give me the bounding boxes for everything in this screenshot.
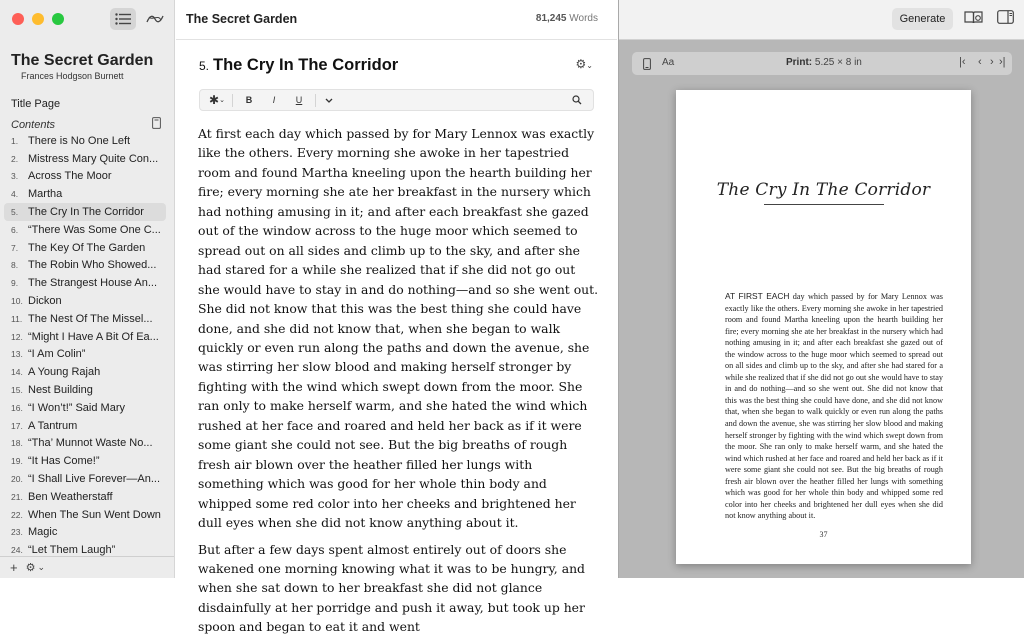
chapter-item-title: When The Sun Went Down bbox=[28, 508, 161, 521]
chapter-item-title: Across The Moor bbox=[28, 170, 112, 183]
italic-button[interactable]: I bbox=[272, 95, 276, 105]
chapter-item-number: 12. bbox=[11, 331, 23, 342]
list-icon bbox=[115, 13, 131, 25]
chapter-item-number: 4. bbox=[11, 189, 19, 200]
search-icon bbox=[572, 95, 582, 105]
chapter-item-number: 3. bbox=[11, 171, 19, 182]
chapter-item-title: “I Shall Live Forever—An... bbox=[28, 473, 161, 486]
sidebar-chapter-item[interactable] bbox=[4, 239, 166, 257]
paragraph: But after a few days spent almost entirely out of doors she wakened one morning knowing what it was to be hungry, and when she sat down to her breakfast she did not glance disdainfully at her porridge and push it away, but took up her spoon and began to eat it and went bbox=[198, 541, 585, 635]
chapter-item-number: 21. bbox=[11, 491, 23, 502]
chapter-item-title: A Tantrum bbox=[28, 419, 78, 432]
word-count bbox=[536, 13, 598, 24]
sidebar-chapter-item[interactable] bbox=[4, 363, 166, 381]
word-count-value: 81,245 bbox=[535, 13, 567, 24]
chapter-item-number: 24. bbox=[11, 545, 23, 556]
chapter-item-title: “Tha’ Munnot Waste No... bbox=[28, 437, 153, 450]
bold-button[interactable]: B bbox=[245, 95, 253, 105]
sidebar-view-toggle bbox=[110, 8, 168, 30]
preview-header bbox=[619, 0, 1024, 40]
contents-view-button[interactable] bbox=[110, 8, 136, 30]
sidebar-chapter-item[interactable] bbox=[4, 221, 166, 239]
close-window-button[interactable] bbox=[12, 13, 24, 25]
sidebar-chapter-item[interactable] bbox=[4, 488, 166, 506]
search-button[interactable] bbox=[569, 93, 585, 107]
book-author[interactable]: Frances Hodgson Burnett bbox=[21, 71, 124, 81]
chapter-item-number: 6. bbox=[11, 224, 19, 235]
chapter-item-title: Martha bbox=[28, 188, 63, 201]
window-controls bbox=[12, 13, 64, 25]
flourish-icon bbox=[146, 13, 164, 25]
sidebar-chapter-item[interactable] bbox=[4, 328, 166, 346]
minimize-window-button[interactable] bbox=[32, 13, 44, 25]
print-size[interactable] bbox=[786, 57, 862, 68]
chapter-text[interactable] bbox=[198, 124, 600, 644]
chapter-item-title: Dickon bbox=[28, 295, 62, 308]
sidebar-chapter-item[interactable] bbox=[4, 150, 166, 168]
asterisk-icon: ✱ bbox=[209, 93, 220, 107]
print-label: Print: bbox=[786, 57, 813, 68]
sidebar-chapter-item[interactable] bbox=[4, 435, 166, 453]
chapter-item-number: 23. bbox=[11, 527, 23, 538]
chapter-item-number: 5. bbox=[11, 207, 19, 218]
last-page-icon[interactable]: ›| bbox=[999, 56, 1006, 68]
chapter-title: The Cry In The Corridor bbox=[213, 56, 399, 74]
sidebar-chapter-item[interactable] bbox=[4, 399, 166, 417]
chapter-item-number: 10. bbox=[11, 296, 23, 307]
sidebar-chapter-item[interactable] bbox=[4, 132, 166, 150]
editor-header bbox=[176, 0, 617, 40]
chapter-item-number: 18. bbox=[11, 438, 23, 449]
chapter-list bbox=[4, 132, 166, 559]
underline-button[interactable]: U bbox=[295, 95, 303, 105]
chapter-item-title: “It Has Come!” bbox=[28, 455, 100, 468]
sidebar-chapter-item[interactable] bbox=[4, 452, 166, 470]
book-preview-icon[interactable] bbox=[964, 10, 983, 30]
next-page-icon[interactable]: › bbox=[990, 56, 994, 68]
chapter-item-title: Mistress Mary Quite Con... bbox=[28, 152, 159, 165]
print-size-value: 5.25 × 8 in bbox=[814, 57, 862, 68]
chapter-item-number: 20. bbox=[11, 474, 23, 485]
chapter-item-number: 16. bbox=[11, 402, 23, 413]
chapter-item-title: The Nest Of The Missel... bbox=[28, 312, 153, 325]
style-menu-button[interactable] bbox=[206, 93, 228, 107]
word-count-label: Words bbox=[569, 13, 598, 24]
sidebar-chapter-item[interactable] bbox=[4, 381, 166, 399]
chapter-item-number: 11. bbox=[11, 313, 23, 324]
settings-gear-icon[interactable]: ⚙ bbox=[25, 562, 36, 574]
chapter-item-number: 1. bbox=[11, 135, 19, 146]
preview-pane bbox=[618, 0, 1024, 578]
chapter-item-number: 19. bbox=[11, 456, 23, 467]
chapter-item-title: “Let Them Laugh” bbox=[28, 544, 116, 557]
chapter-item-title: The Cry In The Corridor bbox=[28, 206, 144, 219]
sidebar-chapter-item[interactable] bbox=[4, 274, 166, 292]
chapter-item-title: The Strangest House An... bbox=[28, 277, 158, 290]
chapter-item-title: “There Was Some One C... bbox=[28, 223, 161, 236]
sidebar-chapter-item[interactable] bbox=[4, 470, 166, 488]
chapter-heading[interactable] bbox=[199, 56, 398, 75]
book-title[interactable]: The Secret Garden bbox=[11, 52, 154, 69]
previous-page-icon[interactable]: ‹ bbox=[978, 56, 982, 68]
page-body-text bbox=[725, 291, 943, 522]
sidebar-chapter-item[interactable] bbox=[4, 506, 166, 524]
chapter-item-number: 15. bbox=[11, 385, 23, 396]
preview-page bbox=[676, 90, 971, 564]
sidebar-chapter-item[interactable] bbox=[4, 292, 166, 310]
sidebar bbox=[0, 0, 175, 578]
chapter-item-number: 9. bbox=[11, 278, 19, 289]
add-chapter-button[interactable]: + bbox=[10, 560, 18, 575]
chapter-item-title: “I Won’t!” Said Mary bbox=[28, 401, 125, 414]
page-lead-in: AT FIRST EACH bbox=[725, 291, 790, 301]
chapter-item-title: Ben Weatherstaff bbox=[28, 490, 113, 503]
device-icon[interactable] bbox=[643, 57, 651, 75]
toggle-inspector-icon[interactable] bbox=[997, 10, 1014, 29]
chapter-item-number: 14. bbox=[11, 367, 23, 378]
font-size-button[interactable]: Aa bbox=[662, 57, 675, 68]
chapter-item-number: 13. bbox=[11, 349, 23, 360]
editor-pane bbox=[176, 0, 617, 635]
page-chapter-title: The Cry In The Corridor bbox=[716, 180, 931, 200]
gear-icon: ⚙ bbox=[575, 57, 587, 71]
format-toolbar bbox=[199, 89, 594, 111]
chevron-down-icon bbox=[325, 98, 333, 103]
chevron-down-icon[interactable]: ⌄ bbox=[37, 562, 46, 572]
chapter-item-title: Magic bbox=[28, 526, 58, 539]
sidebar-chapter-item[interactable] bbox=[4, 203, 166, 221]
chapter-number: 5. bbox=[199, 59, 210, 73]
chapter-item-title: “Might I Have A Bit Of Ea... bbox=[28, 330, 159, 343]
sidebar-chapter-item[interactable] bbox=[4, 185, 166, 203]
page-text: day which passed by for Mary Lennox was exactly like the others. Every morning she awoke in her tapestried room and found Martha kneeling upon the hearth building her fire; every morning she ate her breakfast in the nursery which had nothing amusing in it; and after each breakfast she gazed out of the window across to the huge moor which seemed to spread out on all sides and climb up to the sky, and after she had stared for a while she realized that if she did not go out she would have to stay in and do nothing—and so she went out. She did not know that this was the best thing she could have done, and she did not know that, when she began to walk quickly or even run along the paths and down the avenue, she was stirring her slow blood and making herself stronger by fighting with the wind which swept down from the moor. She ran only to make herself warm, and she hated the wind which rushed at her face and roared and held her back as if it were some giant she could not see. But the big breaths of rough fresh air blown over the heather filled her lungs with something which was good for her whole thin body and whipped some red color into her cheeks and brightened her dull eyes when she did not know anything about it. bbox=[725, 292, 943, 521]
preview-toolbar bbox=[632, 52, 1012, 75]
style-view-button[interactable] bbox=[142, 8, 168, 30]
chapter-item-number: 17. bbox=[11, 420, 23, 431]
document-title: The Secret Garden bbox=[186, 12, 298, 26]
page-number: 37 bbox=[819, 530, 828, 539]
sidebar-chapter-item[interactable] bbox=[4, 346, 166, 364]
chapter-item-title: The Robin Who Showed... bbox=[28, 259, 157, 272]
chapter-item-title: The Key Of The Garden bbox=[28, 241, 146, 254]
sidebar-chapter-item[interactable] bbox=[4, 168, 166, 186]
chapter-item-title: There is No One Left bbox=[28, 134, 131, 147]
chapter-item-title: “I Am Colin” bbox=[28, 348, 86, 361]
title-underline-flourish bbox=[764, 204, 884, 205]
chapter-item-number: 22. bbox=[11, 509, 23, 520]
more-format-button[interactable] bbox=[321, 93, 337, 107]
chapter-item-number: 7. bbox=[11, 242, 19, 253]
chapter-item-title: A Young Rajah bbox=[28, 366, 101, 379]
sidebar-chapter-item[interactable] bbox=[4, 310, 166, 328]
title-page-item[interactable]: Title Page bbox=[11, 98, 61, 110]
first-page-icon[interactable]: |‹ bbox=[959, 56, 966, 68]
chevron-down-icon: ⌄ bbox=[219, 97, 225, 104]
chapter-settings-button[interactable] bbox=[576, 57, 593, 71]
chapter-item-number: 8. bbox=[11, 260, 19, 271]
zoom-window-button[interactable] bbox=[52, 13, 64, 25]
chevron-down-icon: ⌄ bbox=[586, 61, 593, 70]
contents-header bbox=[11, 115, 161, 129]
sidebar-chapter-item[interactable] bbox=[4, 417, 166, 435]
paragraph: At first each day which passed by for Mary Lennox was exactly like the others. Every morning she awoke in her tapestried room and found Martha kneeling upon the hearth building her fire; every morning she ate her breakfast in the nursery which had nothing amusing in it; and after each breakfast she gazed out of the window across to the huge moor which seemed to spread out on all sides and climb up to the sky, and after she had stared for a while she realized that if she did not go out she would have to stay in and do nothing—and so she went out. She did not know that this was the best thing she could have done, and she did not know that, when she began to walk quickly or even run along the paths and down the avenue, she was stirring her slow blood and making herself stronger by fighting with the wind which swept down from the moor. She ran only to make herself warm, and she hated the wind which rushed at her face and roared and held her back as if it were some giant she could not see. But the big breaths of rough fresh air blown over the heather filled her lungs with something which was good for her whole thin body and whipped some red color into her cheeks and brightened her dull eyes when she did not know anything about it. bbox=[198, 126, 599, 531]
sidebar-footer bbox=[0, 556, 174, 578]
contents-label: Contents bbox=[11, 119, 56, 131]
generate-button[interactable]: Generate bbox=[892, 8, 953, 30]
sidebar-chapter-item[interactable] bbox=[4, 524, 166, 542]
chapter-item-number: 2. bbox=[11, 153, 19, 164]
chapter-item-title: Nest Building bbox=[28, 384, 93, 397]
sidebar-chapter-item[interactable] bbox=[4, 257, 166, 275]
